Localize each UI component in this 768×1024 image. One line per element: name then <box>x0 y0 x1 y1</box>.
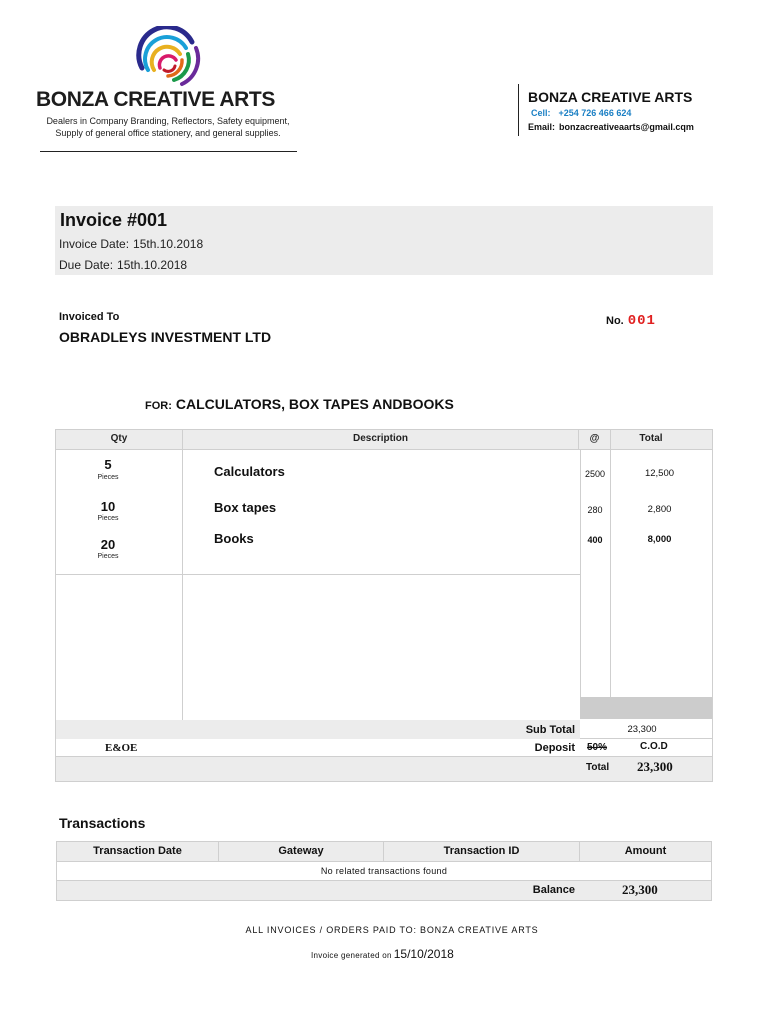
deposit-percent: 50% <box>587 742 608 753</box>
subtotal-value: 23,300 <box>627 724 657 735</box>
company-name: BONZA CREATIVE ARTS <box>36 88 275 111</box>
contact-email-label: Email: <box>528 122 556 132</box>
for-line <box>145 396 454 414</box>
balance-label: Balance <box>532 884 575 896</box>
item-rate: 280 <box>587 505 603 515</box>
transactions-header-divider <box>57 861 711 862</box>
footer-generated-label: Invoice generated on <box>311 951 392 960</box>
for-description: CALCULATORS, BOX TAPES ANDBOOKS <box>175 396 454 412</box>
contact-email-value: bonzacreativeaarts@gmail.cqm <box>559 122 694 132</box>
invoice-date-row <box>59 237 203 251</box>
company-tagline: Dealers in Company Branding, Reflectors, Safety equipment, Supply of general office stationery, and general supplies. <box>46 116 290 138</box>
item-rate: 400 <box>587 535 603 545</box>
header-divider <box>40 151 297 152</box>
deposit-label: Deposit <box>534 742 575 754</box>
balance-value: 23,300 <box>622 882 658 897</box>
balance-band <box>57 881 711 900</box>
item-qty: 20 <box>100 537 116 552</box>
item-unit: Pieces <box>97 474 119 481</box>
transactions-empty-message: No related transactions found <box>320 866 448 876</box>
total-label: Total <box>586 762 610 773</box>
column-header-rate: @ <box>589 433 600 444</box>
item-description: Box tapes <box>214 500 277 515</box>
item-unit: Pieces <box>97 553 119 560</box>
for-label: FOR: <box>145 400 172 412</box>
eoe-note: E&OE <box>105 742 138 754</box>
item-rate: 2500 <box>584 469 606 479</box>
total-band <box>56 757 712 781</box>
items-header-divider <box>56 449 712 450</box>
column-header-description: Description <box>352 433 408 444</box>
column-header-qty: Qty <box>110 433 128 444</box>
invoice-date-value: 15th.10.2018 <box>133 237 204 251</box>
due-date-label: Due Date: <box>59 258 114 272</box>
deposit-value: C.O.D <box>640 741 668 752</box>
item-qty: 5 <box>104 457 112 472</box>
invoice-number <box>606 313 656 329</box>
contact-cell <box>531 108 631 118</box>
subtotal-label: Sub Total <box>525 724 575 736</box>
item-unit: Pieces <box>97 515 119 522</box>
due-date-value: 15th.10.2018 <box>117 258 188 272</box>
client-name: OBRADLEYS INVESTMENT LTD <box>59 329 272 345</box>
item-qty: 10 <box>100 499 116 514</box>
summary-shaded-cell <box>580 697 712 719</box>
contact-company-name: BONZA CREATIVE ARTS <box>528 89 693 105</box>
items-col-divider <box>580 449 581 697</box>
transactions-title: Transactions <box>59 815 146 831</box>
footer-generated-date: 15/10/2018 <box>393 947 454 961</box>
item-total: 12,500 <box>644 468 675 479</box>
contact-cell-value: +254 726 466 624 <box>558 108 632 118</box>
contact-email <box>528 122 694 132</box>
item-total: 2,800 <box>647 504 672 515</box>
contact-divider <box>518 84 519 136</box>
tx-header-amount: Amount <box>624 845 667 857</box>
footer-generated <box>311 945 454 963</box>
invoice-number-label: No. <box>606 315 624 327</box>
item-total: 8,000 <box>647 534 672 545</box>
column-header-total: Total <box>639 433 663 444</box>
invoiced-to-label: Invoiced To <box>59 311 120 323</box>
items-col-divider <box>182 430 183 720</box>
invoice-date-label: Invoice Date: <box>59 237 130 251</box>
item-description: Calculators <box>214 464 285 479</box>
tx-header-date: Transaction Date <box>93 845 182 857</box>
swirl-logo-icon <box>134 26 204 90</box>
invoice-number-value: 001 <box>627 313 656 329</box>
contact-cell-label: Cell: <box>531 108 551 118</box>
footer-paid-to: ALL INVOICES / ORDERS PAID TO: BONZA CREATIVE ARTS <box>245 925 539 935</box>
invoice-title: Invoice #001 <box>60 210 168 230</box>
tx-header-id: Transaction ID <box>443 845 520 857</box>
total-value: 23,300 <box>637 759 673 774</box>
item-description: Books <box>214 531 254 546</box>
tx-header-gateway: Gateway <box>278 845 324 857</box>
due-date-row <box>59 258 187 272</box>
items-row-divider <box>56 574 580 575</box>
items-col-divider <box>610 430 611 697</box>
